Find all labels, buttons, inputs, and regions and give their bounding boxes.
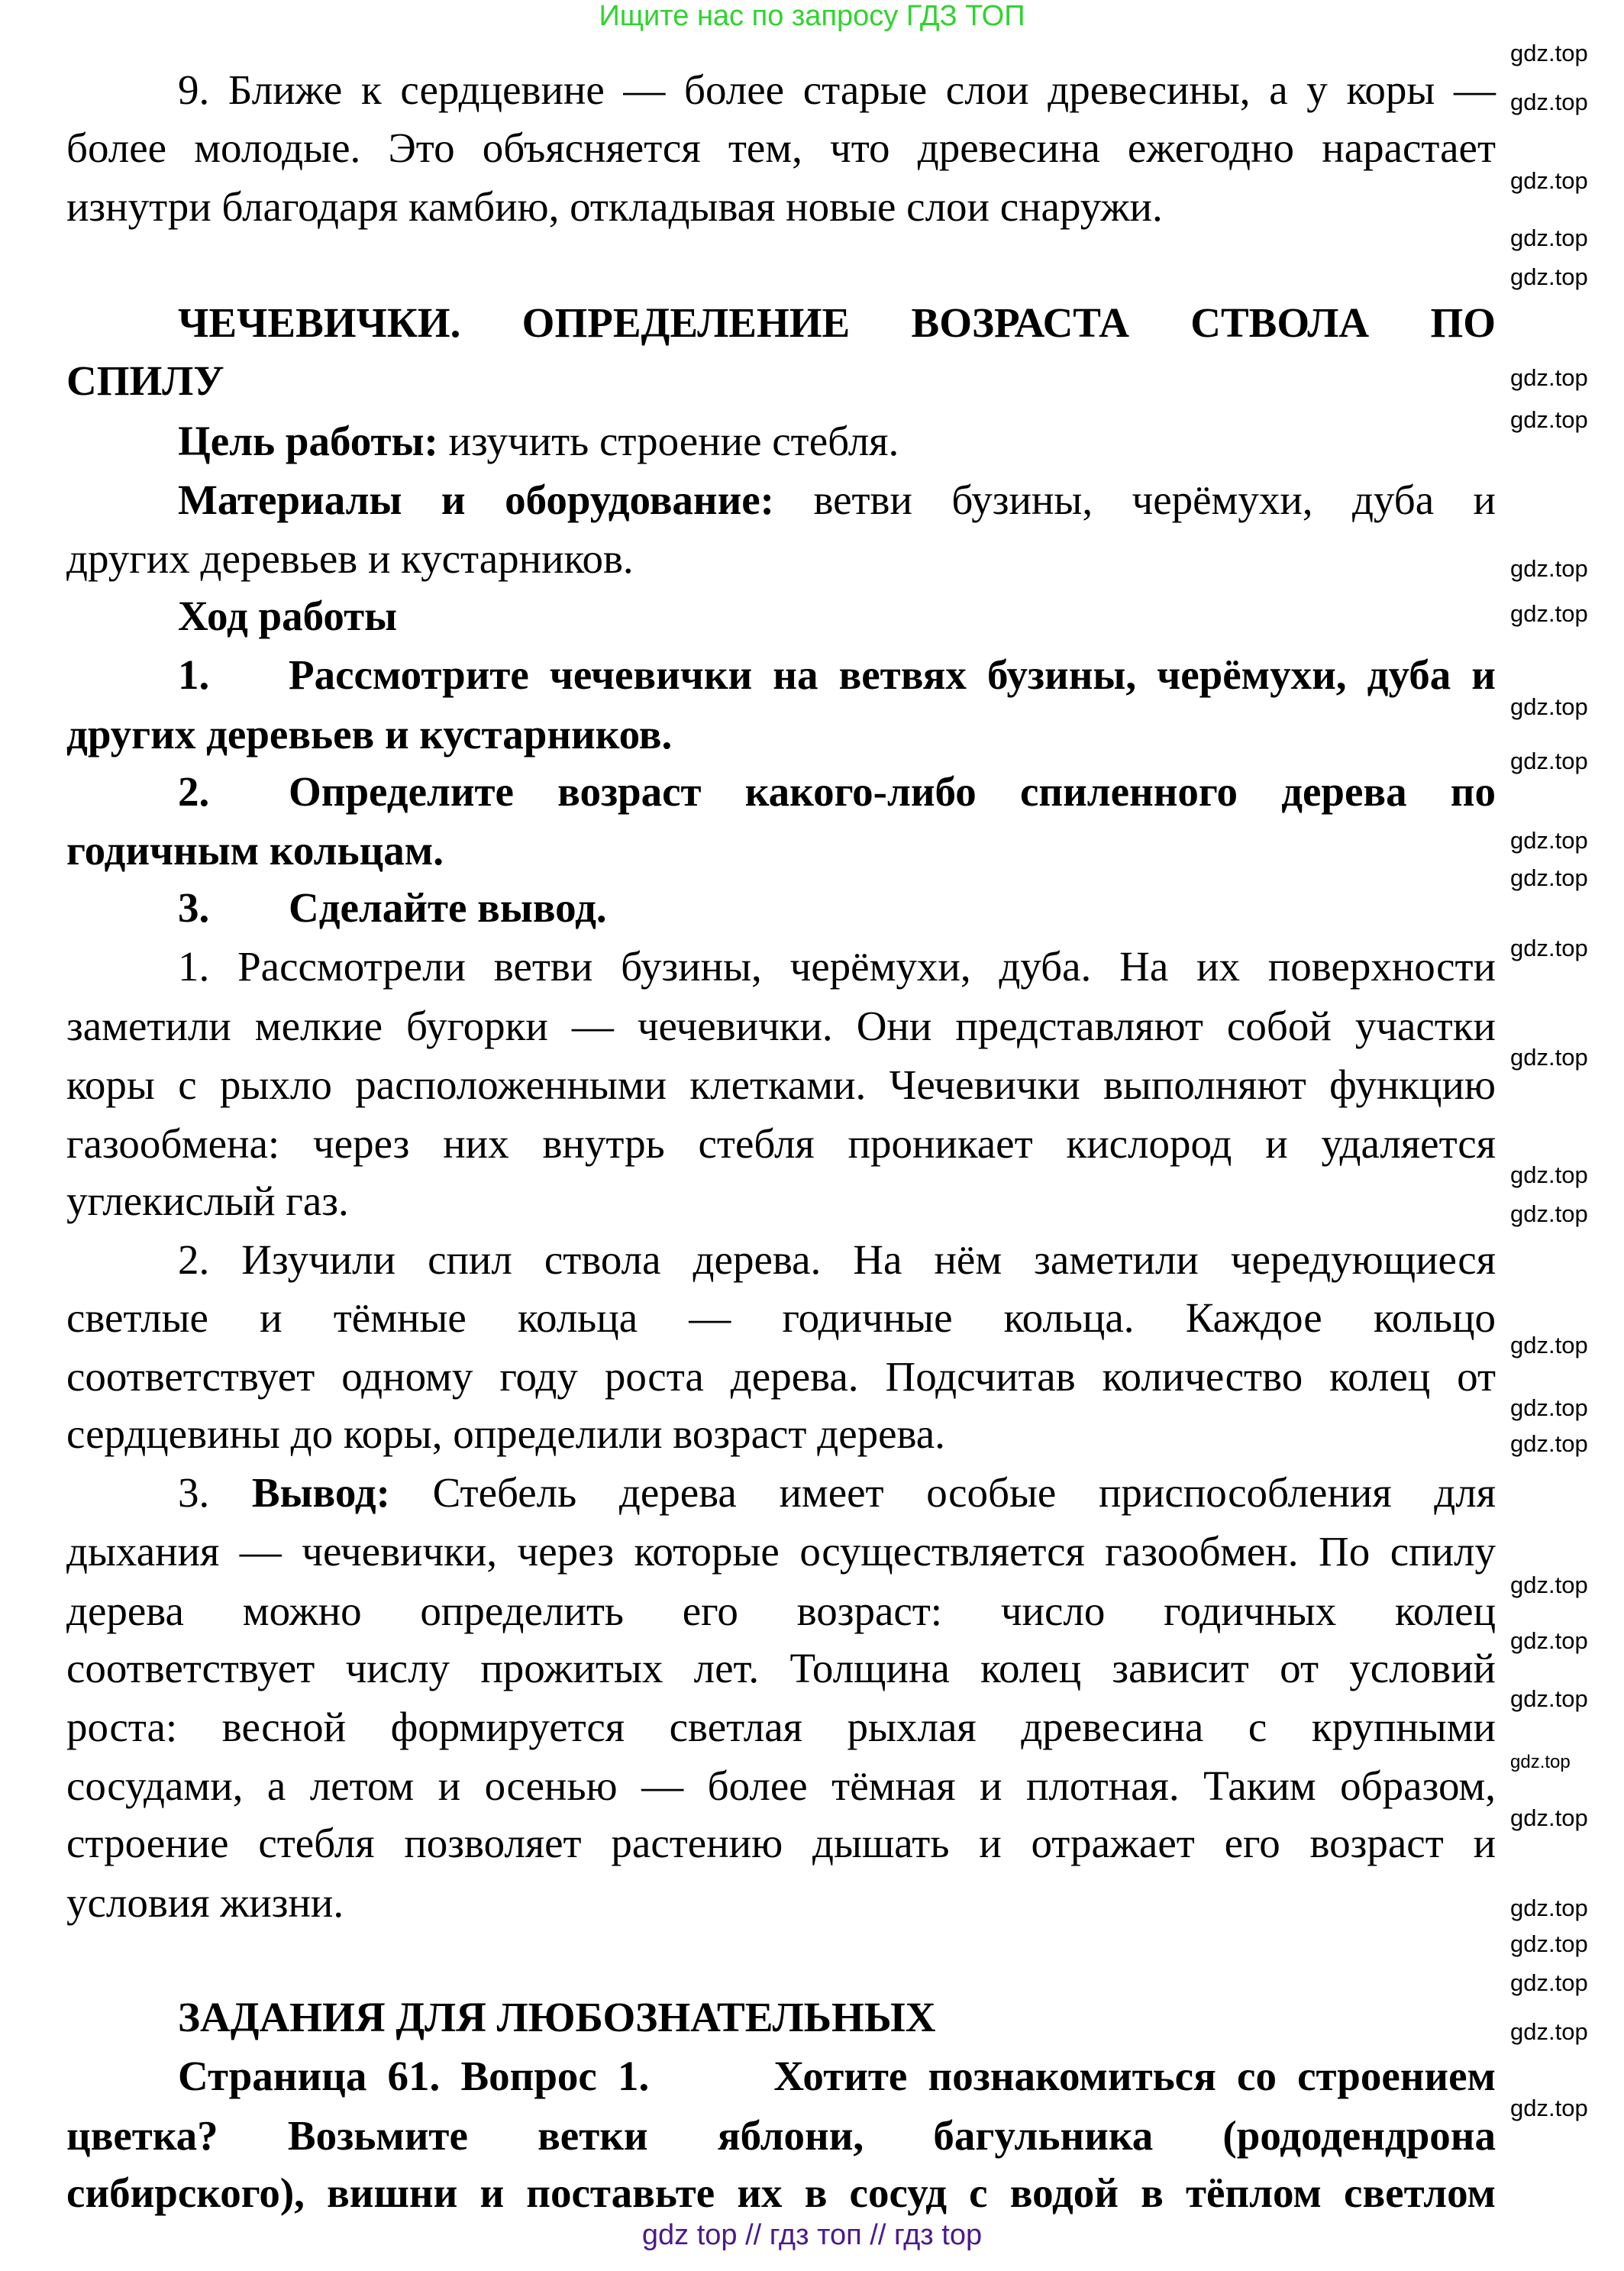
text: строение стебля позволяет растению дышать и отражает его возраст и: [66, 1820, 1496, 1866]
bold-text: цветка? Возьмите ветки яблони, багульника (рододендрона: [66, 2112, 1496, 2159]
text-line: [178, 1236, 1496, 1283]
text: изнутри благодаря камбию, откладывая новые слои снаружи.: [66, 183, 1163, 230]
text-line: [178, 770, 1496, 813]
text-line: [66, 1005, 1496, 1048]
bold-text: Материалы и оборудование:: [178, 476, 774, 523]
watermark-label: gdz.top: [1510, 748, 1588, 774]
bold-text: 2.: [178, 768, 210, 815]
text-line: [66, 1120, 1496, 1167]
bold-text: Вывод:: [251, 1469, 390, 1516]
watermark-label: gdz.top: [1510, 406, 1588, 433]
bold-text: Страница 61. Вопрос 1.: [178, 2053, 650, 2099]
watermark-label: gdz.top: [1510, 40, 1588, 66]
text: дыхания — чечевички, через которые осуществляется газообмен. По спилу: [66, 1528, 1496, 1575]
text-line: [66, 124, 1496, 171]
watermark-label: gdz.top: [1510, 1430, 1588, 1457]
watermark-label: gdz.top: [1510, 600, 1588, 627]
text: Стебель дерева имеет особые приспособления для: [389, 1469, 1496, 1516]
bold-text: Рассмотрите чечевички на ветвях бузины, черёмухи, дуба и: [289, 651, 1496, 698]
watermark-label: gdz.top: [1510, 2095, 1588, 2121]
text-line: [178, 651, 1496, 698]
text: дерева можно определить его возраст: число годичных колец: [66, 1588, 1496, 1634]
search-hint-banner: Ищите нас по запросу ГДЗ ТОП: [599, 0, 1025, 32]
text-line: [66, 1355, 1496, 1398]
text-line: [178, 945, 1496, 988]
watermark-label: gdz.top: [1510, 167, 1588, 194]
watermark-label: gdz.top: [1510, 1685, 1588, 1712]
watermark-label: gdz.top: [1510, 935, 1588, 961]
text: роста: весной формируется светлая рыхлая древесина с крупными: [66, 1704, 1496, 1750]
text: светлые и тёмные кольца — годичные кольца. Каждое кольцо: [66, 1294, 1496, 1341]
text: условия жизни.: [66, 1879, 344, 1926]
watermark-label: gdz.top: [1510, 1969, 1588, 1996]
text-line: [66, 1647, 1496, 1690]
text-line: [178, 476, 1496, 523]
text: изучить строение стебля.: [437, 418, 899, 464]
text-line: [66, 1762, 1496, 1809]
text: заметили мелкие бугорки — чечевички. Они представляют собой участки: [66, 1003, 1496, 1049]
text-line: [66, 2169, 1496, 2216]
text-line: [178, 1471, 1496, 1514]
text: соответствует числу прожитых лет. Толщина колец зависит от условий: [66, 1645, 1496, 1691]
watermark-label: gdz.top: [1510, 1752, 1571, 1772]
bold-text: ЗАДАНИЯ ДЛЯ ЛЮБОЗНАТЕЛЬНЫХ: [178, 1994, 936, 2040]
watermark-label: gdz.top: [1510, 693, 1588, 720]
bold-text: СПИЛУ: [66, 357, 224, 404]
watermark-label: gdz.top: [1510, 827, 1588, 854]
watermark-label: gdz.top: [1510, 1332, 1588, 1358]
text: газообмена: через них внутрь стебля проникает кислород и удаляется: [66, 1120, 1496, 1167]
watermark-label: gdz.top: [1510, 225, 1588, 251]
text-line: [178, 1996, 1496, 2039]
bold-text: Определите возраст какого-либо спиленного дерева по: [289, 768, 1496, 815]
text-line: [66, 1294, 1496, 1341]
text-line: [66, 829, 1496, 872]
text: более молодые. Это объясняется тем, что древесина ежегодно нарастает: [66, 124, 1496, 171]
watermark-label: gdz.top: [1510, 1161, 1588, 1188]
footer-links[interactable]: gdz top // гдз топ // гдз top: [641, 2219, 983, 2251]
bold-text: сибирского), вишни и поставьте их в сосуд с водой в тёплом светлом: [66, 2169, 1496, 2216]
text-line: [66, 2114, 1496, 2157]
text-line: [66, 1879, 1496, 1926]
text: сердцевины до коры, определили возраст дерева.: [66, 1410, 945, 1457]
text: других деревьев и кустарников.: [66, 535, 634, 582]
bold-text: Цель работы:: [178, 418, 438, 464]
bold-text: Ход работы: [178, 593, 398, 639]
bold-text: 1.: [178, 651, 210, 698]
text: 1. Рассмотрели ветви бузины, черёмухи, дуба. На их поверхности: [178, 943, 1496, 990]
bold-text: Сделайте вывод.: [289, 884, 607, 931]
text: 2. Изучили спил ствола дерева. На нём заметили чередующиеся: [178, 1236, 1496, 1283]
watermark-label: gdz.top: [1510, 263, 1588, 290]
bold-text: других деревьев и кустарников.: [66, 711, 673, 758]
watermark-label: gdz.top: [1510, 1804, 1588, 1831]
text: углекислый газ.: [66, 1177, 349, 1224]
watermark-label: gdz.top: [1510, 1200, 1588, 1227]
text: 3.: [178, 1469, 252, 1516]
bold-text: годичным кольцам.: [66, 827, 444, 874]
text-line: [178, 66, 1496, 113]
watermark-label: gdz.top: [1510, 1394, 1588, 1421]
text-line: [66, 1410, 1496, 1457]
watermark-label: gdz.top: [1510, 1572, 1588, 1598]
text-line: [178, 2055, 1496, 2098]
bold-text: ЧЕЧЕВИЧКИ. ОПРЕДЕЛЕНИЕ ВОЗРАСТА СТВОЛА ПО: [178, 299, 1496, 346]
watermark-label: gdz.top: [1510, 1895, 1588, 1921]
text: соответствует одному году роста дерева. Подсчитав количество колец от: [66, 1353, 1496, 1400]
text-line: [66, 1822, 1496, 1865]
text-line: [66, 1530, 1496, 1573]
text: ветви бузины, черёмухи, дуба и: [774, 476, 1496, 523]
text-line: [66, 713, 1496, 756]
text-line: [66, 1177, 1496, 1224]
bold-text: Хотите познакомиться со строением: [649, 2053, 1496, 2099]
text-line: [66, 1590, 1496, 1633]
watermark-label: gdz.top: [1510, 364, 1588, 391]
text: сосудами, а летом и осенью — более тёмная и плотная. Таким образом,: [66, 1762, 1496, 1809]
text-line: [178, 299, 1496, 346]
watermark-label: gdz.top: [1510, 89, 1588, 115]
watermark-label: gdz.top: [1510, 1044, 1588, 1071]
watermark-label: gdz.top: [1510, 864, 1588, 891]
text-line: [66, 1706, 1496, 1749]
watermark-label: gdz.top: [1510, 555, 1588, 582]
watermark-label: gdz.top: [1510, 2018, 1588, 2045]
bold-text: 3.: [178, 884, 210, 931]
text: коры с рыхло расположенными клетками. Чечевички выполняют функцию: [66, 1061, 1496, 1108]
text-line: [178, 420, 1496, 463]
text-line: [66, 535, 1496, 582]
text: 9. Ближе к сердцевине — более старые слои древесины, а у коры —: [178, 66, 1496, 113]
text-line: [178, 884, 1496, 931]
watermark-label: gdz.top: [1510, 1627, 1588, 1654]
watermark-label: gdz.top: [1510, 1930, 1588, 1957]
text-line: [66, 1061, 1496, 1108]
text-line: [66, 183, 1496, 230]
text-line: [178, 595, 1496, 638]
text-line: [66, 357, 1496, 404]
